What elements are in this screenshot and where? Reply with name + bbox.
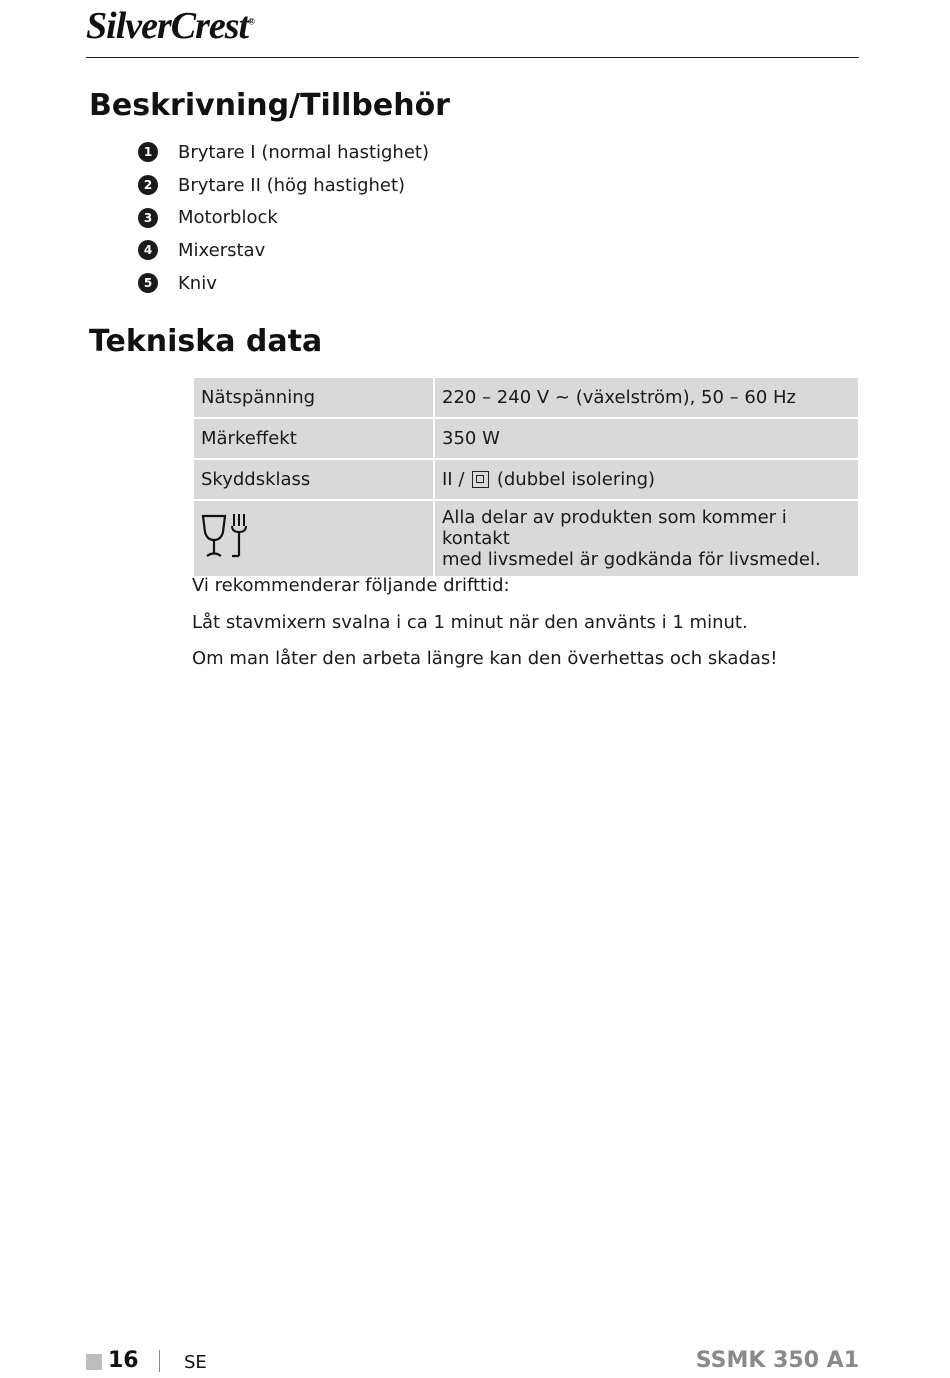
spec-key: Nätspänning bbox=[194, 378, 433, 417]
item-number: 4 bbox=[138, 240, 158, 260]
spec-value: 220 – 240 V ~ (växelström), 50 – 60 Hz bbox=[435, 378, 858, 417]
item-label: Kniv bbox=[178, 272, 217, 294]
header-divider bbox=[86, 57, 859, 58]
brand-logo bbox=[86, 4, 254, 48]
model-number: SSMK 350 A1 bbox=[695, 1348, 859, 1373]
language-code: SE bbox=[184, 1352, 207, 1373]
spec-value: 350 W bbox=[435, 419, 858, 458]
note-paragraph: Låt stavmixern svalna i ca 1 minut när den använts i 1 minut. bbox=[192, 611, 748, 633]
parts-list bbox=[138, 136, 429, 299]
page-number: 16 bbox=[108, 1348, 139, 1373]
list-item bbox=[138, 136, 429, 169]
protection-class-prefix: II / bbox=[442, 469, 471, 490]
list-item bbox=[138, 234, 429, 267]
list-item bbox=[138, 201, 429, 234]
table-row bbox=[194, 501, 858, 576]
brand-name: SilverCrest bbox=[86, 5, 249, 47]
operating-notes bbox=[192, 574, 852, 684]
spec-table bbox=[192, 376, 860, 578]
spec-key: Märkeffekt bbox=[194, 419, 433, 458]
table-row bbox=[194, 378, 858, 417]
item-number: 5 bbox=[138, 273, 158, 293]
item-number: 1 bbox=[138, 142, 158, 162]
item-label: Mixerstav bbox=[178, 239, 266, 261]
spec-value bbox=[435, 460, 858, 499]
footer-square-icon bbox=[86, 1354, 102, 1370]
food-safe-glass-fork-icon bbox=[201, 512, 247, 560]
list-item bbox=[138, 267, 429, 300]
section-title-technical-data: Tekniska data bbox=[89, 324, 323, 359]
item-label: Brytare II (hög hastighet) bbox=[178, 174, 406, 196]
note-paragraph: Vi rekommenderar följande drifttid: bbox=[192, 575, 510, 596]
double-insulation-icon bbox=[472, 471, 489, 488]
note-paragraph: Om man låter den arbeta längre kan den överhettas och skadas! bbox=[192, 648, 778, 669]
spec-value bbox=[435, 501, 858, 576]
table-row bbox=[194, 419, 858, 458]
food-safe-text-line1: Alla delar av produkten som kommer i kontakt bbox=[442, 507, 787, 549]
registered-mark: ® bbox=[248, 16, 254, 27]
item-number: 3 bbox=[138, 208, 158, 228]
food-safe-text-line2: med livsmedel är godkända för livsmedel. bbox=[442, 549, 821, 570]
section-title-description: Beskrivning/Tillbehör bbox=[89, 88, 450, 123]
list-item bbox=[138, 169, 429, 202]
footer-divider bbox=[159, 1350, 160, 1372]
item-number: 2 bbox=[138, 175, 158, 195]
spec-key: Skyddsklass bbox=[194, 460, 433, 499]
page-footer bbox=[86, 1346, 859, 1378]
item-label: Brytare I (normal hastighet) bbox=[178, 141, 429, 163]
table-row bbox=[194, 460, 858, 499]
item-label: Motorblock bbox=[178, 207, 278, 229]
protection-class-suffix: (dubbel isolering) bbox=[491, 469, 656, 490]
food-safe-icon-cell bbox=[194, 501, 433, 576]
